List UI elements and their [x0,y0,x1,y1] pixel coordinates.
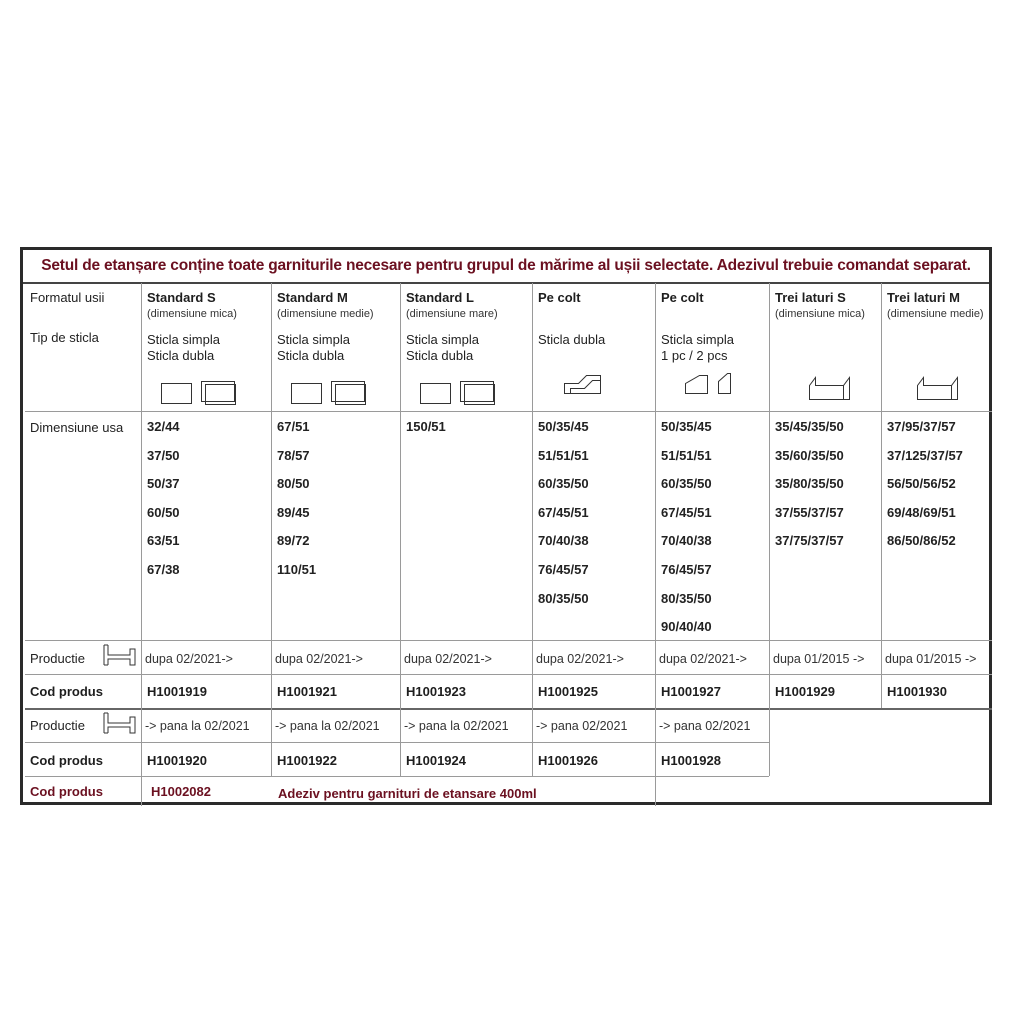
door-size-value: 70/40/38 [538,533,589,549]
glass-type: Sticla dubla [277,348,345,363]
label-glass-type: Tip de sticla [30,330,99,345]
grid-line-vertical [881,283,882,708]
production-date-old: -> pana 02/2021 [536,719,628,733]
door-size-value: 60/35/50 [661,476,712,492]
door-size-value: 150/51 [406,419,446,434]
door-size-value: 50/35/45 [661,419,712,434]
door-size-value: 78/57 [277,447,310,463]
label-product-code: Cod produs [30,684,103,699]
production-date: dupa 02/2021-> [275,652,363,666]
door-size-value: 35/60/35/50 [775,447,844,463]
product-code: H1001921 [277,684,337,699]
production-date: dupa 02/2021-> [536,652,624,666]
product-code: H1001923 [406,684,466,699]
column-title: Trei laturi S [775,290,846,305]
door-size-value: 50/35/45 [538,419,589,434]
production-date: dupa 02/2021-> [659,652,747,666]
door-size-value: 37/125/37/57 [887,447,963,463]
column-subtitle: (dimensiune mica) [775,308,865,320]
door-size-value: 86/50/86/52 [887,533,956,549]
production-date-old: -> pana la 02/2021 [275,719,380,733]
door-size-value: 67/45/51 [538,504,589,520]
production-date-old: -> pana la 02/2021 [145,719,250,733]
glass-type: Sticla simpla [277,332,350,347]
grid-line-vertical [769,283,770,776]
door-size-value: 110/51 [277,562,317,577]
product-code-old: H1001928 [661,753,721,768]
adhesive-description: Adeziv pentru garnituri de etansare 400ml [278,786,537,801]
column-subtitle: (dimensiune medie) [887,308,984,320]
seal-set-table [20,247,992,805]
glass-type: Sticla dubla [538,332,606,347]
product-code: H1001927 [661,684,721,699]
column-subtitle: (dimensiune medie) [277,308,374,320]
grid-line-vertical [532,283,533,776]
divider-sizes [25,640,992,641]
column-title: Standard L [406,290,474,305]
production-date: dupa 01/2015 -> [773,652,865,666]
door-size-value: 35/80/35/50 [775,476,844,492]
label-door-size: Dimensiune usa [30,420,124,435]
door-size-value: 80/35/50 [661,590,712,606]
column-subtitle: (dimensiune mare) [406,308,498,320]
column-title: Standard M [277,290,348,305]
door-size-value: 70/40/38 [661,533,712,549]
product-code: H1001930 [887,684,947,699]
three-sided-shape-icon [917,373,959,403]
product-code: H1001919 [147,684,207,699]
door-size-value: 37/75/37/57 [775,533,844,549]
column-title: Pe colt [538,290,581,305]
door-size-value: 60/35/50 [538,476,589,492]
divider-codes2 [25,776,769,777]
door-size-value: 76/45/57 [538,562,589,577]
grid-line-vertical [655,776,656,806]
three-sided-shape-icon [809,373,851,403]
product-code-old: H1001924 [406,753,466,768]
grid-line-vertical [400,283,401,776]
glass-type: Sticla dubla [406,348,474,363]
column-title: Standard S [147,290,216,305]
production-date: dupa 01/2015 -> [885,652,977,666]
divider-codes1 [25,708,992,710]
door-size-value: 37/55/37/57 [775,504,844,520]
door-size-value: 69/48/69/51 [887,504,956,520]
corner-shape-icon [564,371,604,399]
door-size-value: 63/51 [147,533,180,549]
product-code-old: H1001926 [538,753,598,768]
grid-line-vertical [655,283,656,776]
divider-header [25,411,992,412]
door-size-value: 51/51/51 [661,447,712,463]
production-date-old: -> pana la 02/2021 [404,719,509,733]
double-rectangle-icon [420,379,496,407]
table-title: Setul de etanșare conține toate garniturile necesare pentru grupul de mărime al ușii selectate. Adezivul trebuie comandat separat. [23,250,989,284]
door-size-value: 67/38 [147,562,180,577]
product-code: H1001929 [775,684,835,699]
adhesive-code: H1002082 [151,784,211,799]
glass-type: Sticla simpla [147,332,220,347]
gasket-profile-icon [100,643,138,669]
glass-type: Sticla simpla [406,332,479,347]
production-date: dupa 02/2021-> [404,652,492,666]
double-rectangle-icon [161,379,237,407]
production-date-old: -> pana 02/2021 [659,719,751,733]
door-size-value: 37/95/37/57 [887,419,956,434]
door-size-value: 56/50/56/52 [887,476,956,492]
door-size-value: 32/44 [147,419,180,434]
glass-type: 1 pc / 2 pcs [661,348,728,363]
corner-two-piece-icon [685,369,733,399]
door-size-value: 89/45 [277,504,310,520]
door-size-value: 76/45/57 [661,562,712,577]
door-size-value: 35/45/35/50 [775,419,844,434]
door-size-value: 67/51 [277,419,310,434]
product-code: H1001925 [538,684,598,699]
grid-line-vertical [141,283,142,806]
door-size-value: 90/40/40 [661,619,712,635]
gasket-profile-icon [100,711,138,737]
glass-type: Sticla dubla [147,348,215,363]
double-rectangle-icon [291,379,367,407]
column-title: Pe colt [661,290,704,305]
column-subtitle: (dimensiune mica) [147,308,237,320]
label-door-format: Formatul usii [30,290,105,305]
product-code-old: H1001920 [147,753,207,768]
label-adhesive-code: Cod produs [30,784,103,799]
label-production: Productie [30,651,85,666]
door-size-value: 89/72 [277,533,310,549]
label-production-old: Productie [30,718,85,733]
divider-prod2 [25,742,769,743]
door-size-value: 51/51/51 [538,447,589,463]
divider-prod1 [25,674,992,675]
label-product-code-old: Cod produs [30,753,103,768]
grid-line-vertical [271,283,272,776]
product-code-old: H1001922 [277,753,337,768]
door-size-value: 67/45/51 [661,504,712,520]
door-size-value: 80/50 [277,476,310,492]
door-size-value: 50/37 [147,476,180,492]
production-date: dupa 02/2021-> [145,652,233,666]
glass-type: Sticla simpla [661,332,734,347]
door-size-value: 37/50 [147,447,180,463]
door-size-value: 60/50 [147,504,180,520]
column-title: Trei laturi M [887,290,960,305]
door-size-value: 80/35/50 [538,590,589,606]
